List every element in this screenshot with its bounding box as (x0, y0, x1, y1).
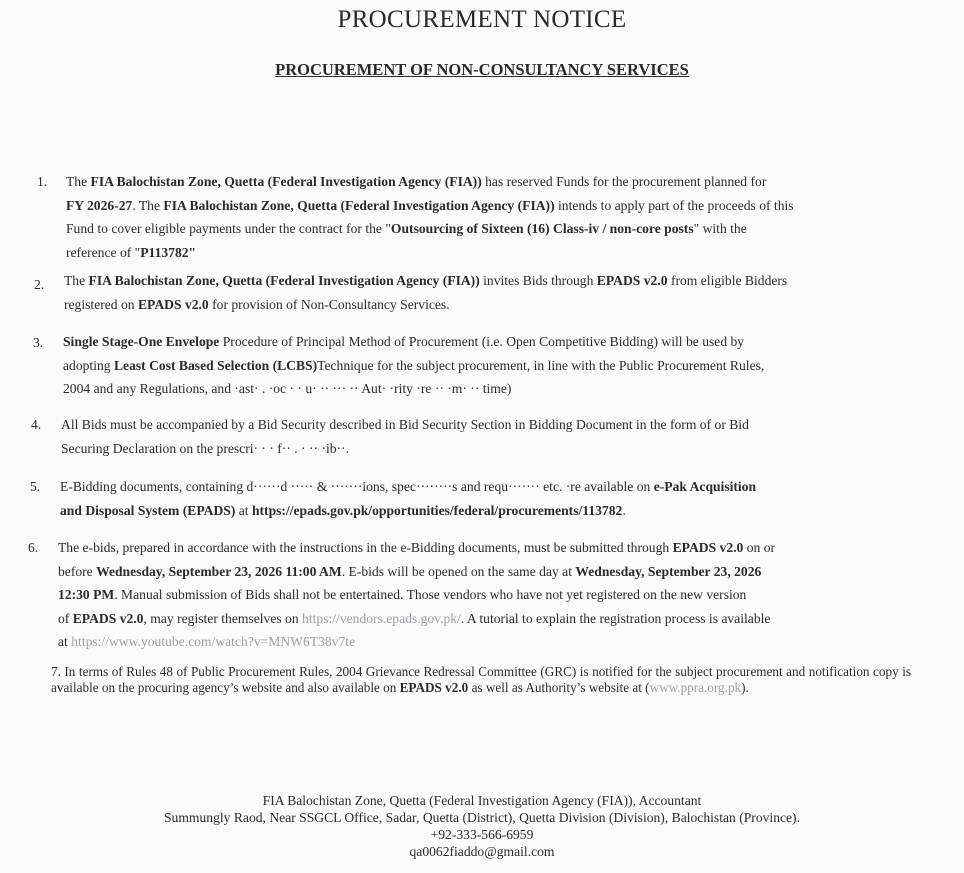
clause-number: 1. (37, 174, 48, 189)
inline-link[interactable]: https://vendors.epads.gov.pk/ (302, 610, 461, 626)
inline-text: Fund to cover eligible payments under the contract for the " (66, 221, 391, 236)
clause-text (58, 536, 938, 654)
footer-address: Summungly Raod, Near SSGCL Office, Sadar, Quetta (District), Quetta Division (Division), Balochistan (Province). (164, 810, 800, 825)
inline-text: has reserved Funds for the procurement planned for (481, 174, 767, 189)
bold-text: https://epads.gov.pk/opportunities/federal/procurements/113782 (251, 502, 623, 518)
inline-text: before (58, 563, 97, 579)
text-line (58, 630, 938, 654)
text-line (60, 499, 940, 523)
inline-text: adopting (63, 357, 114, 373)
inline-text: of (58, 610, 73, 626)
bold-text: FIA Balochistan Zone, Quetta (Federal Investigation Agency (FIA)) (90, 174, 482, 189)
inline-text: as well as Authority’s website at ( (468, 680, 650, 695)
inline-text: registered on (64, 296, 138, 312)
bold-text: EPADS v2.0 (399, 680, 469, 695)
bold-text: EPADS v2.0 (137, 296, 209, 312)
inline-text: E-Bidding documents, containing d······d ····· & ·······ions, spec········s and requ······· etc. ·re available on (60, 479, 654, 494)
text-line (63, 354, 933, 378)
text-line (66, 217, 926, 241)
inline-text: invites Bids through (479, 273, 597, 288)
clause-text (60, 475, 940, 522)
inline-text: 7. In terms of Rules 48 of Public Procurement Rules, 2004 Grievance Redressal Committee (GRC) is notified for the subject procurement and notification copy is available on the procuring agency’s website and also available on (51, 664, 911, 695)
text-line (63, 330, 933, 354)
bold-text: FIA Balochistan Zone, Quetta (Federal Investigation Agency (FIA)) (163, 197, 555, 213)
inline-text: 2004 and any Regulations, and ·ast· . ·oc · · u· ·· ··· ·· Aut· ·rity ·re ·· ·m· ·· time) (63, 381, 512, 396)
clause-7 (51, 664, 911, 696)
inline-text: Securing Declaration on the prescri· · · f·· . · ·· ·ib··. (61, 440, 349, 456)
bold-text: P113782" (140, 244, 197, 260)
bold-text: Least Cost Based Selection (LCBS) (113, 357, 318, 373)
inline-text: The (64, 273, 89, 288)
text-line (61, 413, 931, 437)
notice-subtitle: PROCUREMENT OF NON-CONSULTANCY SERVICES (275, 60, 689, 79)
inline-text: on or (743, 540, 776, 555)
text-line (64, 293, 924, 317)
inline-text: reference of " (66, 244, 141, 260)
clause-number: 2. (34, 277, 45, 292)
inline-text: . A tutorial to explain the registration process is available (460, 610, 771, 626)
text-line (58, 560, 938, 584)
inline-text: Procedure of Principal Method of Procurement (i.e. Open Competitive Bidding) will be used by (219, 334, 745, 349)
clause-number: 6. (28, 540, 39, 555)
clause-text (63, 330, 933, 401)
inline-link[interactable]: www.ppra.org.pk (649, 680, 742, 695)
bold-text: EPADS v2.0 (72, 610, 144, 626)
bold-text: EPADS v2.0 (596, 273, 668, 288)
bold-text: Single Stage-One Envelope (63, 334, 220, 349)
text-line (58, 583, 938, 607)
bold-text: Wednesday, September 23, 2026 11:00 AM (96, 563, 342, 579)
inline-text: . The (132, 197, 164, 213)
inline-text: , may register themselves on (143, 610, 303, 626)
footer-organization: FIA Balochistan Zone, Quetta (Federal Investigation Agency (FIA)), Accountant (262, 793, 702, 808)
clause-number: 4. (31, 417, 42, 432)
inline-link[interactable]: https://www.youtube.com/watch?v=MNW6T38v7te (71, 634, 356, 649)
bold-text: EPADS v2.0 (672, 540, 744, 555)
inline-text: The e-bids, prepared in accordance with the instructions in the e-Bidding documents, must be submitted through (58, 540, 673, 555)
clause-text (64, 269, 924, 316)
footer-phone: +92-333-566-6959 (430, 827, 534, 842)
notice-title: PROCUREMENT NOTICE (337, 6, 627, 33)
footer-email: qa0062fiaddo@gmail.com (409, 844, 555, 859)
inline-text: . E-bids will be opened on the same day at (341, 563, 576, 579)
inline-text: from eligible Bidders (667, 273, 788, 288)
text-line (63, 377, 933, 401)
inline-text: " with the (693, 221, 747, 236)
bold-text: e-Pak Acquisition (653, 479, 757, 494)
inline-text: intends to apply part of the proceeds of this (554, 197, 794, 213)
clause-text (66, 170, 926, 264)
inline-text: Technique for the subject procurement, in line with the Public Procurement Rules, (317, 357, 765, 373)
text-line (58, 607, 938, 631)
clause-number: 5. (30, 479, 41, 494)
text-line (66, 170, 926, 194)
inline-text: at (58, 634, 72, 649)
inline-text: . (622, 502, 626, 518)
bold-text: Wednesday, September 23, 2026 (575, 563, 762, 579)
text-line (64, 269, 924, 293)
bold-text: FY 2026-27 (66, 197, 133, 213)
inline-text: for provision of Non-Consultancy Services. (208, 296, 450, 312)
text-line (66, 194, 926, 218)
bold-text: and Disposal System (EPADS) (60, 502, 236, 518)
text-line (61, 437, 931, 461)
inline-text: The (66, 174, 91, 189)
text-line (60, 475, 940, 499)
bold-text: FIA Balochistan Zone, Quetta (Federal Investigation Agency (FIA)) (88, 273, 480, 288)
bold-text: Outsourcing of Sixteen (16) Class-iv / non-core posts (390, 221, 694, 236)
clause-text (61, 413, 931, 460)
inline-text: ). (741, 680, 749, 695)
clause-number: 3. (33, 335, 44, 350)
contact-footer (0, 792, 964, 860)
inline-text: at (235, 502, 252, 518)
text-line (66, 241, 926, 265)
text-line (58, 536, 938, 560)
bold-text: 12:30 PM (58, 587, 115, 602)
inline-text: All Bids must be accompanied by a Bid Security described in Bid Security Section in Bidding Document in the form of or Bid (61, 417, 749, 432)
inline-text: . Manual submission of Bids shall not be entertained. Those vendors who have not yet registered on the new version (114, 587, 747, 602)
